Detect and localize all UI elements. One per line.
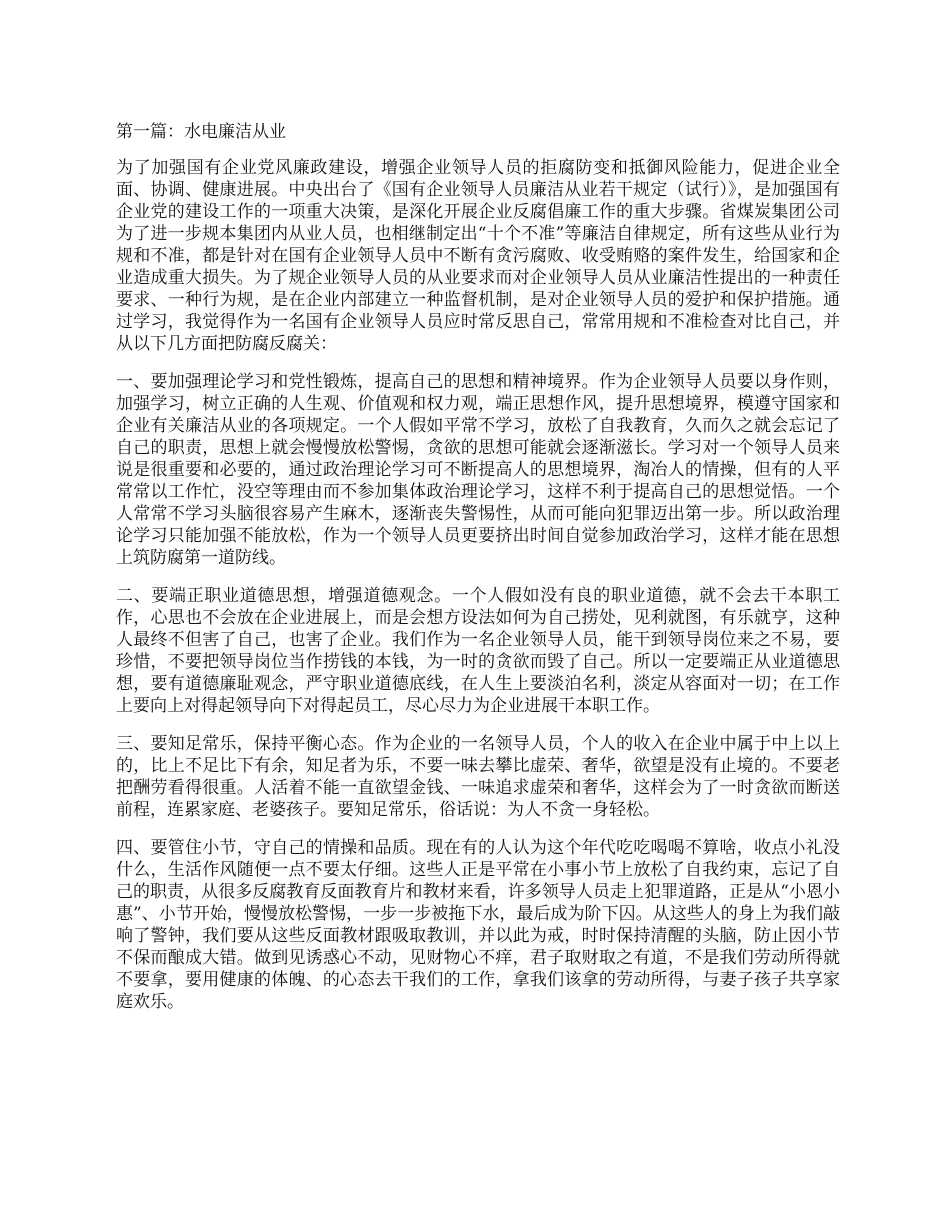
- paragraph-point-three: 三、要知足常乐，保持平衡心态。作为企业的一名领导人员，个人的收入在企业中属于中上以上的，比上不足比下有余，知足者为乐，不要一味去攀比虚荣、奢华，欲望是没有止境的。不要老把酬劳看得很重。人活着不能一直欲望金钱、一味追求虚荣和奢华，这样会为了一时贪欲而断送前程，连累家庭、老婆孩子。要知足常乐，俗话说：为人不贪一身轻松。: [116, 734, 840, 820]
- paragraph-intro: 为了加强国有企业党风廉政建设，增强企业领导人员的拒腐防变和抵御风险能力，促进企业全面、协调、健康进展。中央出台了《国有企业领导人员廉洁从业若干规定（试行）》，是加强国有企业党的建设工作的一项重大决策，是深化开展企业反腐倡廉工作的重大步骤。省煤炭集团公司为了进一步规本集团内从业人员，也相继制定出“十个不准”等廉洁自律规定，所有这些从业行为规和不准，都是针对在国有企业领导人员中不断有贪污腐败、收受贿赂的案件发生，给国家和企业造成重大损失。为了规企业领导人员的从业要求而对企业领导人员从业廉洁性提出的一种责任要求、一种行为规，是在企业内部建立一种监督机制，是对企业领导人员的爱护和保护措施。通过学习，我觉得作为一名国有企业领导人员应时常反思自己，常常用规和不准检查对比自己，并从以下几方面把防腐反腐关：: [116, 158, 840, 354]
- paragraph-point-two: 二、要端正职业道德思想，增强道德观念。一个人假如没有良的职业道德，就不会去干本职工作，心思也不会放在企业进展上，而是会想方设法如何为自己捞处，见利就图，有乐就亨，这种人最终不但害了自己，也害了企业。我们作为一名企业领导人员，能干到领导岗位来之不易，要珍惜，不要把领导岗位当作捞钱的本钱，为一时的贪欲而毁了自己。所以一定要端正从业道德思想，要有道德廉耻观念，严守职业道德底线，在人生上要淡泊名利，淡定从容面对一切；在工作上要向上对得起领导向下对得起员工，尽心尽力为企业进展干本职工作。: [116, 586, 840, 716]
- paragraph-point-one: 一、要加强理论学习和党性锻炼，提高自己的思想和精神境界。作为企业领导人员要以身作则，加强学习，树立正确的人生观、价值观和权力观，端正思想作风，提升思想境界，模遵守国家和企业有关廉洁从业的各项规定。一个人假如平常不学习，放松了自我教育，久而久之就会忘记了自己的职责，思想上就会慢慢放松警惕，贪欲的思想可能就会逐渐滋长。学习对一个领导人员来说是很重要和必要的，通过政治理论学习可不断提高人的思想境界，淘冶人的情操，但有的人平常常以工作忙，没空等理由而不参加集体政治理论学习，这样不利于提高自己的思想觉悟。一个人常常不学习头脑很容易产生麻木，逐渐丧失警惕性，从而可能向犯罪迈出第一步。所以政治理论学习只能加强不能放松，作为一个领导人员更要挤出时间自觉参加政治学习，这样才能在思想上筑防腐第一道防线。: [116, 372, 840, 568]
- document-page: [116, 121, 840, 1029]
- paragraph-point-four: 四、要管住小节，守自己的情操和品质。现在有的人认为这个年代吃吃喝喝不算啥，收点小礼没什么，生活作风随便一点不要太仔细。这些人正是平常在小事小节上放松了自我约束，忘记了自己的职责，从很多反腐教育反面教育片和教材来看，许多领导人员走上犯罪道路，正是从“小恩小惠”、小节开始，慢慢放松警惕，一步一步被拖下水，最后成为阶下囚。从这些人的身上为我们敲响了警钟，我们要从这些反面教材跟吸取教训，并以此为戒，时时保持清醒的头脑，防止因小节不保而酿成大错。做到见诱惑心不动，见财物心不痒，君子取财取之有道，不是我们劳动所得就不要拿，要用健康的体魄、的心态去干我们的工作，拿我们该拿的劳动所得，与妻子孩子共享家庭欢乐。: [116, 838, 840, 1012]
- document-title: 第一篇：水电廉洁从业: [116, 122, 286, 142]
